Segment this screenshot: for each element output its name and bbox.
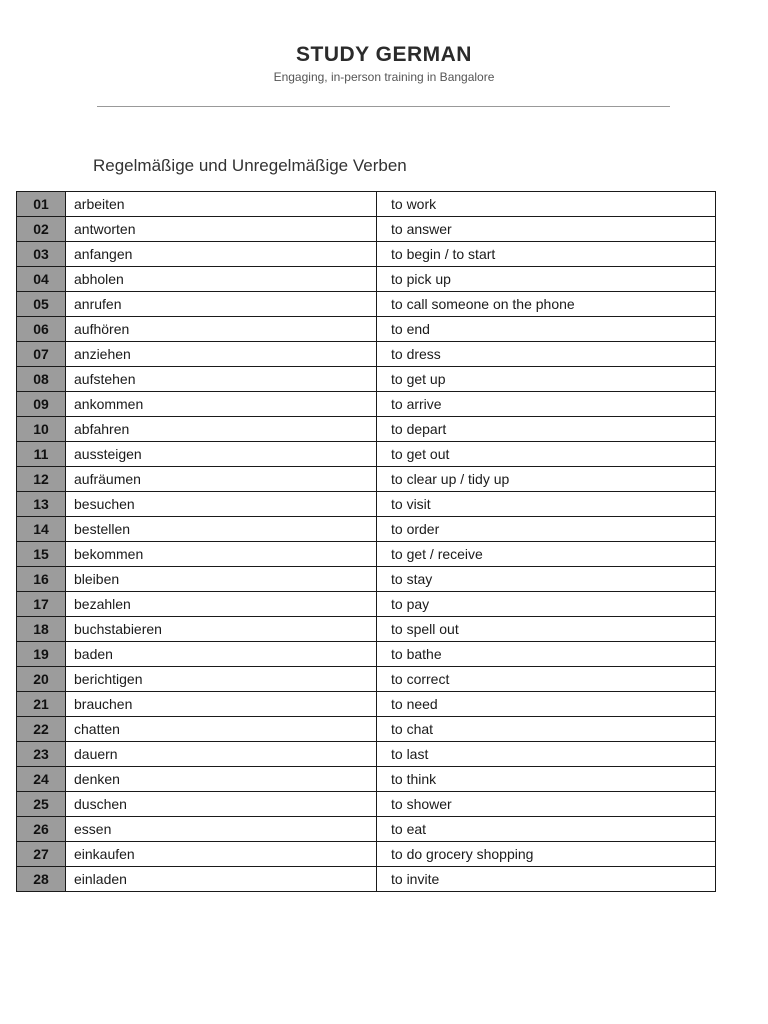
german-verb: bezahlen: [66, 592, 377, 617]
table-row: [17, 317, 716, 342]
table-row: [17, 667, 716, 692]
german-verb: essen: [66, 817, 377, 842]
row-number: 18: [17, 617, 66, 642]
german-verb: einkaufen: [66, 842, 377, 867]
german-verb: antworten: [66, 217, 377, 242]
english-translation: to dress: [377, 342, 716, 367]
table-row: [17, 717, 716, 742]
brand-tagline: Engaging, in-person training in Bangalore: [273, 70, 495, 84]
german-verb: aufräumen: [66, 467, 377, 492]
table-row: [17, 767, 716, 792]
table-row: [17, 392, 716, 417]
row-number: 11: [17, 442, 66, 467]
brand-title: STUDY GERMAN: [296, 43, 472, 66]
table-row: [17, 442, 716, 467]
section-title: Regelmäßige und Unregelmäßige Verben: [93, 156, 407, 175]
german-verb: bestellen: [66, 517, 377, 542]
table-row: [17, 867, 716, 892]
verb-table: [16, 191, 716, 892]
english-translation: to eat: [377, 817, 716, 842]
row-number: 20: [17, 667, 66, 692]
row-number: 05: [17, 292, 66, 317]
table-row: [17, 267, 716, 292]
table-row: [17, 742, 716, 767]
german-verb: brauchen: [66, 692, 377, 717]
row-number: 28: [17, 867, 66, 892]
row-number: 21: [17, 692, 66, 717]
english-translation: to shower: [377, 792, 716, 817]
table-row: [17, 467, 716, 492]
row-number: 03: [17, 242, 66, 267]
german-verb: anziehen: [66, 342, 377, 367]
row-number: 01: [17, 192, 66, 217]
row-number: 14: [17, 517, 66, 542]
english-translation: to answer: [377, 217, 716, 242]
table-row: [17, 642, 716, 667]
english-translation: to get out: [377, 442, 716, 467]
german-verb: ankommen: [66, 392, 377, 417]
row-number: 04: [17, 267, 66, 292]
english-translation: to clear up / tidy up: [377, 467, 716, 492]
german-verb: baden: [66, 642, 377, 667]
german-verb: einladen: [66, 867, 377, 892]
table-row: [17, 592, 716, 617]
english-translation: to last: [377, 742, 716, 767]
row-number: 19: [17, 642, 66, 667]
english-translation: to need: [377, 692, 716, 717]
german-verb: berichtigen: [66, 667, 377, 692]
german-verb: abholen: [66, 267, 377, 292]
english-translation: to arrive: [377, 392, 716, 417]
row-number: 13: [17, 492, 66, 517]
german-verb: anrufen: [66, 292, 377, 317]
table-row: [17, 367, 716, 392]
english-translation: to depart: [377, 417, 716, 442]
row-number: 08: [17, 367, 66, 392]
english-translation: to work: [377, 192, 716, 217]
english-translation: to call someone on the phone: [377, 292, 716, 317]
german-verb: bleiben: [66, 567, 377, 592]
english-translation: to visit: [377, 492, 716, 517]
row-number: 26: [17, 817, 66, 842]
english-translation: to get up: [377, 367, 716, 392]
german-verb: aussteigen: [66, 442, 377, 467]
header-divider: [97, 106, 670, 107]
german-verb: denken: [66, 767, 377, 792]
table-row: [17, 242, 716, 267]
table-row: [17, 342, 716, 367]
english-translation: to end: [377, 317, 716, 342]
english-translation: to pay: [377, 592, 716, 617]
english-translation: to think: [377, 767, 716, 792]
german-verb: bekommen: [66, 542, 377, 567]
row-number: 15: [17, 542, 66, 567]
table-row: [17, 817, 716, 842]
table-row: [17, 417, 716, 442]
english-translation: to stay: [377, 567, 716, 592]
row-number: 23: [17, 742, 66, 767]
table-row: [17, 292, 716, 317]
table-row: [17, 792, 716, 817]
english-translation: to begin / to start: [377, 242, 716, 267]
row-number: 22: [17, 717, 66, 742]
english-translation: to invite: [377, 867, 716, 892]
english-translation: to pick up: [377, 267, 716, 292]
row-number: 17: [17, 592, 66, 617]
row-number: 24: [17, 767, 66, 792]
row-number: 07: [17, 342, 66, 367]
english-translation: to do grocery shopping: [377, 842, 716, 867]
german-verb: aufstehen: [66, 367, 377, 392]
german-verb: dauern: [66, 742, 377, 767]
english-translation: to spell out: [377, 617, 716, 642]
german-verb: abfahren: [66, 417, 377, 442]
row-number: 16: [17, 567, 66, 592]
english-translation: to bathe: [377, 642, 716, 667]
table-row: [17, 492, 716, 517]
german-verb: chatten: [66, 717, 377, 742]
table-row: [17, 542, 716, 567]
german-verb: duschen: [66, 792, 377, 817]
page-header: [0, 40, 768, 84]
row-number: 10: [17, 417, 66, 442]
row-number: 06: [17, 317, 66, 342]
verb-table-body: [17, 192, 716, 892]
table-row: [17, 842, 716, 867]
german-verb: arbeiten: [66, 192, 377, 217]
table-row: [17, 192, 716, 217]
row-number: 02: [17, 217, 66, 242]
english-translation: to chat: [377, 717, 716, 742]
row-number: 12: [17, 467, 66, 492]
table-row: [17, 692, 716, 717]
row-number: 27: [17, 842, 66, 867]
table-row: [17, 217, 716, 242]
row-number: 25: [17, 792, 66, 817]
german-verb: buchstabieren: [66, 617, 377, 642]
table-row: [17, 617, 716, 642]
english-translation: to correct: [377, 667, 716, 692]
table-row: [17, 517, 716, 542]
english-translation: to order: [377, 517, 716, 542]
table-row: [17, 567, 716, 592]
german-verb: aufhören: [66, 317, 377, 342]
row-number: 09: [17, 392, 66, 417]
german-verb: anfangen: [66, 242, 377, 267]
german-verb: besuchen: [66, 492, 377, 517]
english-translation: to get / receive: [377, 542, 716, 567]
